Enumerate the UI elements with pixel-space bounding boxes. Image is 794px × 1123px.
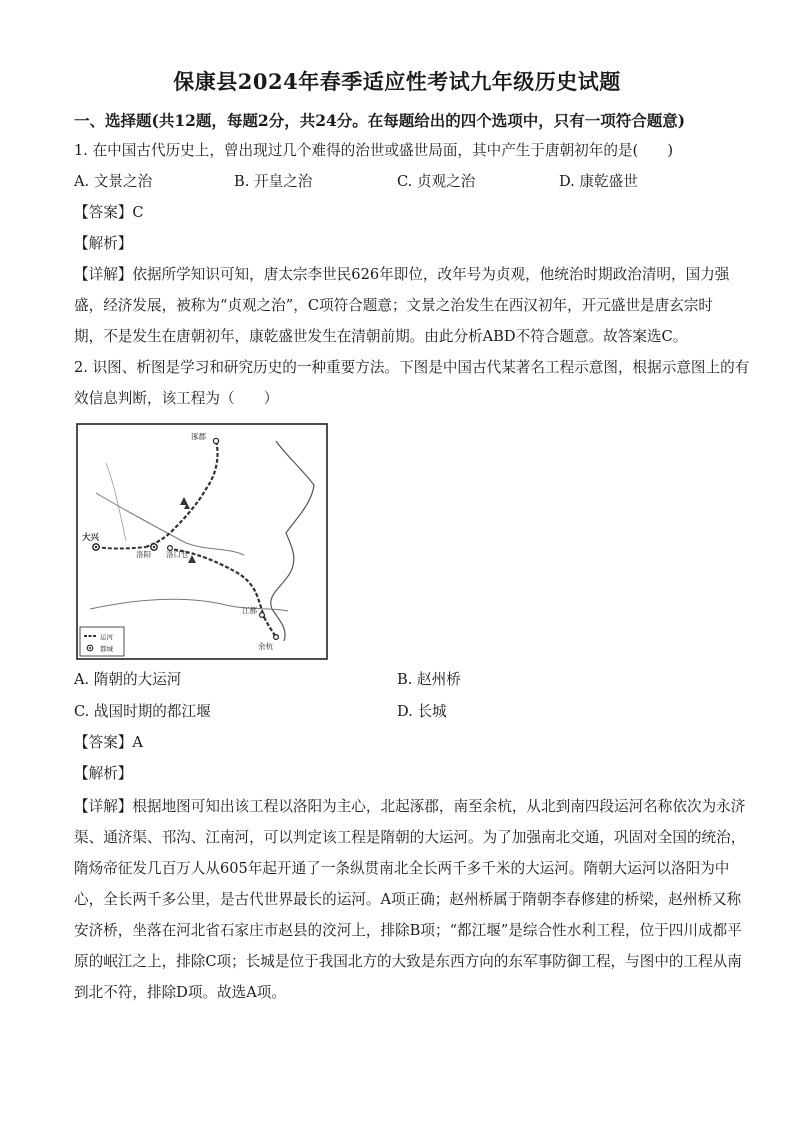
city-jiangdu-marker [260,613,265,618]
q1-detail-line: 【详解】依据所学知识可知，唐太宗李世民626年即位，改年号为贞观，他统治时期政治清明，国力强 [74,266,730,283]
q2-detail-line: 原的岷江之上，排除C项；长城是位于我国北方的大致是东西方向的东军事防御工程，与图中的工程从南 [74,953,742,970]
q2-detail-line: 安济桥，坐落在河北省石家庄市赵县的洨河上，排除B项；“都江堰”是综合性水利工程，位于四川成都平 [74,922,742,939]
q2-stem-line: 2. 识图、析图是学习和研究历史的一种重要方法。下图是中国古代某著名工程示意图，根据示意图上的有 [74,359,750,376]
city-zhuojun-marker [213,438,218,443]
q2-option-b: B. 赵州桥 [397,671,461,688]
city-yuhang-marker [274,635,279,640]
q2-detail-line: 【详解】根据地图可知出该工程以洛阳为主心，北起涿郡，南至余杭，从北到南四段运河名称依次为永济 [74,798,746,815]
q2-detail-line: 渠、通济渠、邗沟、江南河，可以判定该工程是隋朝的大运河。为了加强南北交通，巩固对全国的统治， [74,829,746,846]
grand-canal-map [76,423,328,660]
q1-option-d: D. 康乾盛世 [559,173,638,190]
section-heading: 一、选择题(共12题，每题2分，共24分。在每题给出的四个选项中，只有一项符合题意) [74,111,686,130]
q1-analysis-label: 【解析】 [74,235,133,252]
q1-option-b: B. 开皇之治 [234,173,313,190]
label-yuhang: 余杭 [258,642,273,651]
q2-detail-line: 隋炀帝征发几百万人从605年起开通了一条纵贯南北全长两千多千米的大运河。隋朝大运河以洛阳为中 [74,860,730,877]
q1-option-c: C. 贞观之治 [397,173,476,190]
q2-answer: 【答案】A [74,734,143,751]
q2-option-a: A. 隋朝的大运河 [74,671,182,688]
legend-capital-label: 都城 [100,645,113,653]
q2-option-d: D. 长城 [397,703,447,720]
q2-detail-line: 到北不符，排除D项。故选A项。 [74,984,286,1001]
label-luokoucang: 洛口仓 [166,550,189,559]
q1-detail-line: 期，不是发生在唐朝初年，康乾盛世发生在清朝前期。由此分析ABD不符合题意。故答案选C。 [74,328,688,345]
label-daxing: 大兴 [82,533,100,543]
q1-option-a: A. 文景之治 [74,173,153,190]
q2-detail-line: 心，全长两千多公里，是古代世界最长的运河。A项正确；赵州桥属于隋朝李春修建的桥梁，赵州桥又称 [74,891,742,908]
label-jiangdu: 江都 [242,606,257,615]
q2-analysis-label: 【解析】 [74,765,133,782]
q1-answer: 【答案】C [74,204,144,221]
q1-detail-line: 盛，经济发展，被称为“贞观之治”，C项符合题意；文景之治发生在西汉初年，开元盛世是唐玄宗时 [74,297,714,314]
page-title: 保康县2024年春季适应性考试九年级历史试题 [173,69,621,94]
label-luoyang: 洛阳 [136,550,151,559]
legend-canal-label: 运河 [100,633,113,641]
label-zhuojun: 涿郡 [191,432,206,441]
q2-stem-line: 效信息判断，该工程为（ ） [74,390,279,407]
q2-option-c: C. 战国时期的都江堰 [74,703,211,720]
q1-stem: 1. 在中国古代历史上，曾出现过几个难得的治世或盛世局面，其中产生于唐朝初年的是( ) [74,142,674,159]
